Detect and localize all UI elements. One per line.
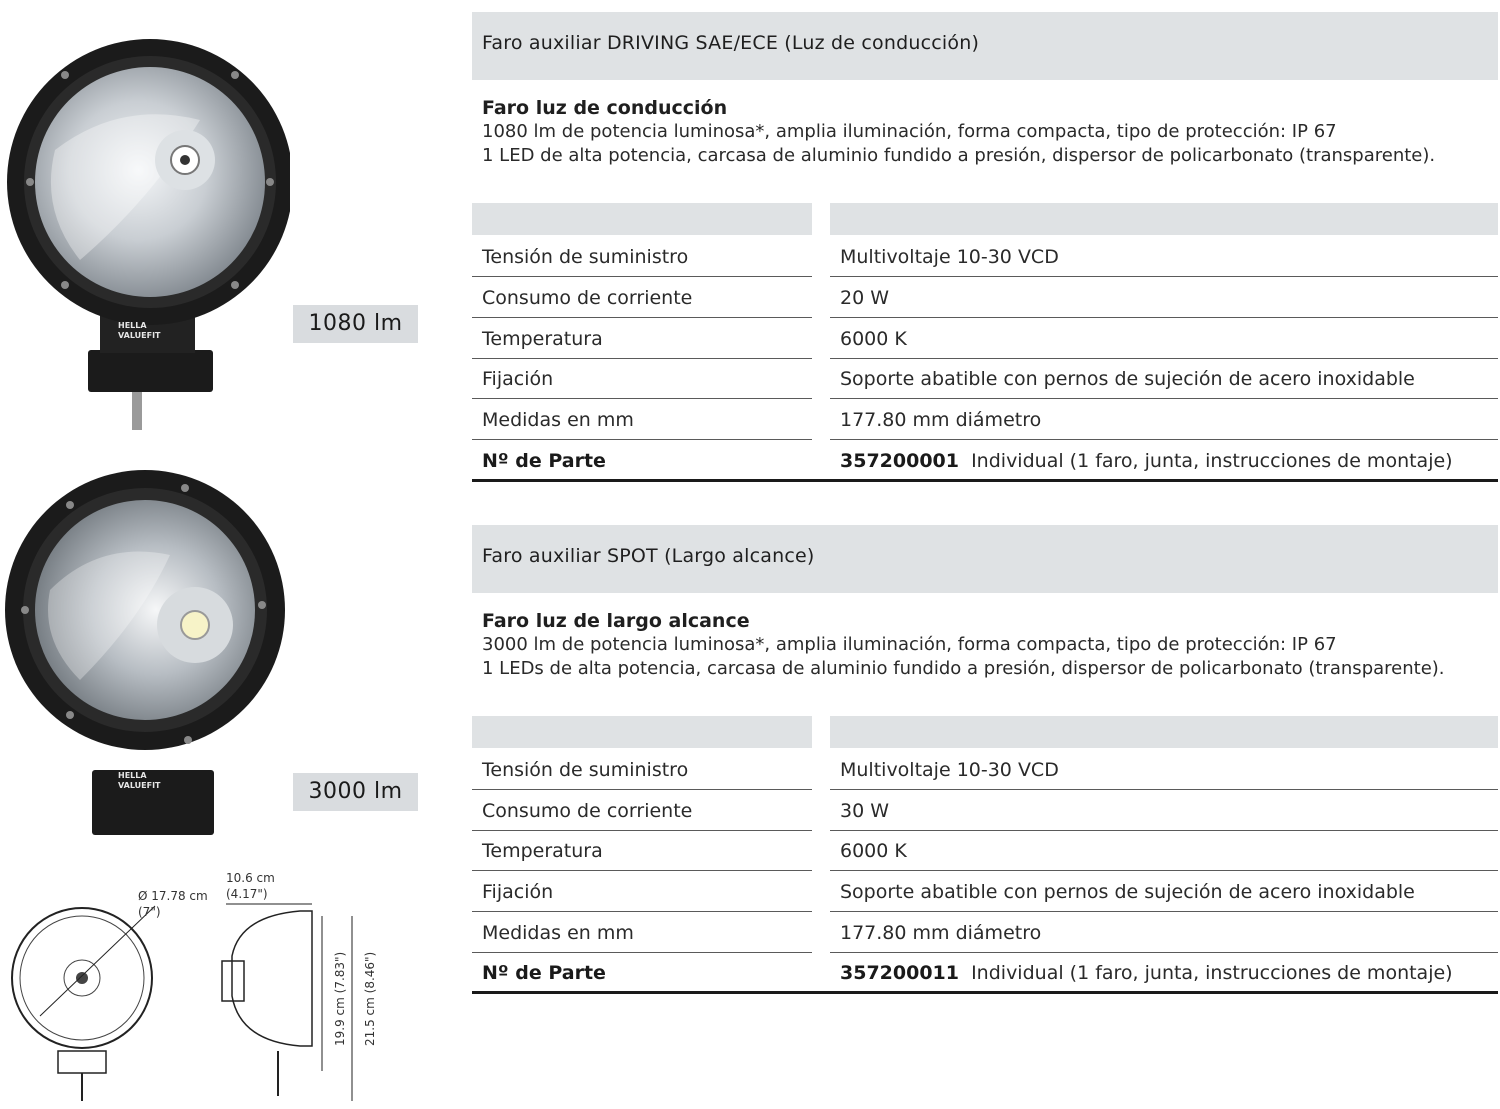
description-spot <box>482 609 1492 681</box>
section-title: Faro auxiliar SPOT (Largo alcance) <box>482 545 815 567</box>
driving-lamp-image <box>0 0 290 440</box>
section-end-rule <box>472 991 1498 994</box>
spec-row <box>472 751 1498 791</box>
spec-row <box>472 238 1498 278</box>
product-subtitle: Faro luz de conducción <box>482 97 728 119</box>
spec-key: Fijación <box>472 360 812 399</box>
dimension-drawing <box>0 866 400 1109</box>
spec-key: Tensión de suministro <box>472 751 812 790</box>
spec-key: Consumo de corriente <box>472 792 812 831</box>
description-line: 3000 lm de potencia luminosa*, amplia iluminación, forma compacta, tipo de protección: IP 67 <box>482 634 1337 655</box>
svg-text:HELLA: HELLA <box>118 321 147 330</box>
spec-value: Multivoltaje 10-30 VCD <box>830 238 1498 277</box>
part-description: Individual (1 faro, junta, instrucciones de montaje) <box>971 962 1453 984</box>
spec-key: Temperatura <box>472 320 812 359</box>
section-header-spot <box>472 525 1498 593</box>
spec-row <box>472 832 1498 872</box>
svg-text:HELLA: HELLA <box>118 771 147 780</box>
diameter-in: (7") <box>138 905 161 919</box>
description-line: 1080 lm de potencia luminosa*, amplia iluminación, forma compacta, tipo de protección: IP 67 <box>482 121 1337 142</box>
spec-row <box>472 320 1498 360</box>
spec-row <box>472 792 1498 832</box>
part-value <box>830 442 1498 481</box>
spec-header-left <box>472 203 812 235</box>
section-title: Faro auxiliar DRIVING SAE/ECE (Luz de conducción) <box>482 32 980 54</box>
description-line: 1 LED de alta potencia, carcasa de aluminio fundido a presión, dispersor de policarbonato (transparente). <box>482 145 1436 166</box>
part-number-row <box>472 442 1498 482</box>
spec-value: 6000 K <box>830 832 1498 871</box>
spec-row <box>472 873 1498 913</box>
spec-value: 6000 K <box>830 320 1498 359</box>
spec-value: 177.80 mm diámetro <box>830 914 1498 953</box>
depth-in: (4.17") <box>226 887 268 901</box>
spec-value: Multivoltaje 10-30 VCD <box>830 751 1498 790</box>
spec-value: Soporte abatible con pernos de sujeción de acero inoxidable <box>830 873 1498 912</box>
height-2: 21.5 cm (8.46") <box>363 951 377 1046</box>
description-driving <box>482 96 1492 168</box>
spec-value: 30 W <box>830 792 1498 831</box>
part-number-row <box>472 954 1498 994</box>
part-number: 357200001 <box>840 450 959 472</box>
spec-key: Fijación <box>472 873 812 912</box>
spec-header-right <box>830 203 1498 235</box>
svg-text:VALUEFIT: VALUEFIT <box>118 331 161 340</box>
spec-key: Temperatura <box>472 832 812 871</box>
spec-key: Consumo de corriente <box>472 279 812 318</box>
spot-lamp-image <box>0 460 290 860</box>
svg-text:VALUEFIT: VALUEFIT <box>118 781 161 790</box>
description-line: 1 LEDs de alta potencia, carcasa de aluminio fundido a presión, dispersor de policarbonato (transparente). <box>482 658 1445 679</box>
spec-row <box>472 914 1498 954</box>
spec-value: 177.80 mm diámetro <box>830 401 1498 440</box>
part-value <box>830 954 1498 993</box>
part-label: Nº de Parte <box>482 450 606 472</box>
spec-row <box>472 401 1498 441</box>
lumens-badge-spot: 3000 lm <box>293 773 418 811</box>
spec-key: Tensión de suministro <box>472 238 812 277</box>
section-header-driving <box>472 12 1498 80</box>
spec-header-left <box>472 716 812 748</box>
part-number: 357200011 <box>840 962 959 984</box>
section-end-rule <box>472 479 1498 482</box>
spec-header-right <box>830 716 1498 748</box>
spec-row <box>472 279 1498 319</box>
height-1: 19.9 cm (7.83") <box>333 951 347 1046</box>
diameter-cm: Ø 17.78 cm <box>138 889 208 903</box>
depth-cm: 10.6 cm <box>226 871 275 885</box>
spec-row <box>472 360 1498 400</box>
spec-key: Medidas en mm <box>472 914 812 953</box>
part-label: Nº de Parte <box>482 962 606 984</box>
spec-key: Medidas en mm <box>472 401 812 440</box>
lumens-badge-driving: 1080 lm <box>293 305 418 343</box>
spec-value: 20 W <box>830 279 1498 318</box>
spec-value: Soporte abatible con pernos de sujeción de acero inoxidable <box>830 360 1498 399</box>
product-subtitle: Faro luz de largo alcance <box>482 610 750 632</box>
part-description: Individual (1 faro, junta, instrucciones de montaje) <box>971 450 1453 472</box>
